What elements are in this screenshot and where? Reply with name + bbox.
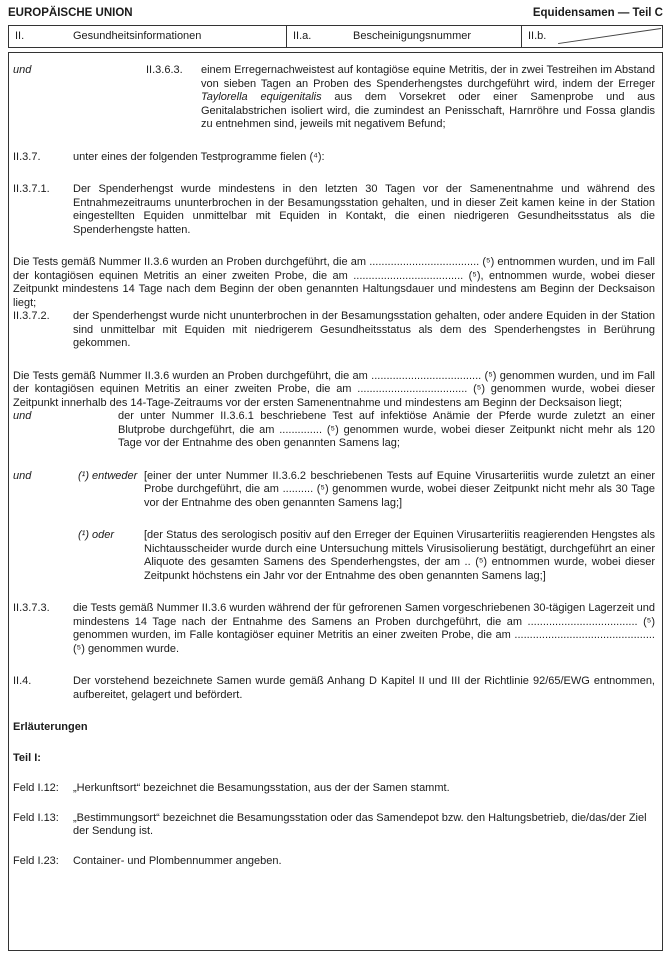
field-label: Feld I.23: [13,854,59,867]
note-field-I-23 [13,855,655,869]
clause-text: [der Status des serologisch positiv auf den Erreger der Equinen Virusarteriitis reagierenden Hengstes als Nichtausscheider wurde durch eine Untersuchung mittels Virusisolierung bestätigt, durchgeführt an einer Aliquote des gesamten Samens des Spenderhengstes, der am .. (⁵) entnommen wurde, wobei dieser Zeitpunkt höchstens ein Jahr vor der Entnahme des oben genannten Samens lag;] [144,529,655,582]
notes-heading: Erläuterungen [13,721,88,733]
text-part: aus dem Vorsekret oder einer Samenprobe und aus Genitalabstrichen isoliert wird, die zumindest an Penisschaft, Harnröhre und Fossa glandis zu entnehmen sind, jeweils mit negativem Befund; [201,91,655,130]
note-field-I-13 [13,812,655,839]
margin-label-und: und [13,64,32,76]
section-II-3-6-3 [13,64,655,132]
option-label-entweder: (¹) entweder [78,469,138,482]
clause-text: der unter Nummer II.3.6.1 beschriebene Test auf infektiöse Anämie der Pferde wurde zuletzt an einer Blutprobe durchgeführt, die am .............. (⁵) genommen wurde, wobei dieser Zeitpunkt nicht mehr als 120 Tage vor der Entnahme des oben genannten Samens lag; [118,410,655,449]
diagonal-strikethrough-line [556,27,661,45]
species-name-italic: Taylorella equigenitalis [201,91,322,103]
field-label: Feld I.12: [13,782,59,794]
section-II-3-7-1 [13,183,655,237]
clause-entweder [13,470,655,511]
header-cell-IIb [521,26,662,47]
section-II-4 [13,675,655,702]
section-II-3-7 [13,151,655,165]
page-header [0,0,671,20]
section-text: die Tests gemäß Nummer II.3.6 wurden während der für gefrorenen Samen vorgeschriebenen 30-tägigen Lagerzeit und mindestens 14 Tage nach der Entnahme des Samens an Proben durchgeführt, die am .................................... (⁵) genommen wurden, im Falle kontagiöser equiner Metritis an einer zweiten Probe, die am .............................................. (⁵) genommen wurde. [73,602,655,655]
section-number: II.3.7.1. [13,183,50,195]
field-text: „Herkunftsort“ bezeichnet die Besamungsstation, aus der der Samen stammt. [73,782,450,794]
header-right-title: Equidensamen — Teil C [532,7,663,19]
header-label-health-info: Gesundheitsinformationen [73,30,202,42]
section-text: Der Spenderhengst wurde mindestens in den letzten 30 Tagen vor der Samenentnahme und während des Entnahmezeitraums ununterbrochen in der Besamungsstation gehalten, und in dieser Zeit kamen keine in der Station eingestellten Equiden unmittelbar mit Equiden in Kontakt, die einen niedrigeren Gesundheitsstatus als die Spenderhengste hatten. [73,183,655,236]
continuation-paragraph: Die Tests gemäß Nummer II.3.6 wurden an Proben durchgeführt, die am .................................... (⁵) entnommen wurden, und im Fall der kontagiösen equinen Metritis an einer zweiten Probe, die am .................................... (⁵), entnommen wurde, wobei dieser Zeitpunkt mindestens 14 Tage nach dem Beginn der oben genannten Haltungsdauer und mindestens am Beginn der Decksaison liegt; [13,256,655,309]
section-text: Der vorstehend bezeichnete Samen wurde gemäß Anhang D Kapitel II und III der Richtlinie 92/65/EWG entnommen, aufbereitet, gelagert und befördert. [73,675,655,701]
section-II-3-7-2 [13,310,655,351]
margin-label-und: und [13,469,32,482]
field-label: Feld I.13: [13,811,59,824]
clause-oder [13,529,655,583]
certificate-body [8,52,663,951]
section-number: II.3.6.3. [146,64,183,76]
header-code-II: II. [15,30,25,42]
section-number: II.3.7.2. [13,310,50,322]
notes-part-heading: Teil I: [13,751,41,764]
section-text: der Spenderhengst wurde nicht ununterbrochen in der Besamungsstation gehalten, oder andere Equiden in der Station sind unmittelbar mit Equiden mit niedrigerem Gesundheitsstatus als dem des Spenderhengstes in Berührung gekommen. [73,310,655,349]
header-left-title: EUROPÄISCHE UNION [8,7,133,19]
note-field-I-12 [13,782,655,796]
clause-und-anemia-test [13,410,655,451]
section-II-3-7-3 [13,602,655,656]
text-part: einem Erregernachweistest auf kontagiöse equine Metritis, der in zwei Testreihen im Abstand von sieben Tagen an Proben des Spenderhengstes durchgeführt wird, indem der Erreger [201,64,655,90]
section-number: II.3.7. [13,150,41,163]
margin-label-und: und [13,410,32,422]
section-number: II.3.7.3. [13,602,50,614]
field-text: „Bestimmungsort“ bezeichnet die Besamungsstation oder das Samendepot bzw. den Haltungsbetrieb, die/das/der Ziel der Sendung ist. [73,811,647,837]
header-label-certificate-number: Bescheinigungsnummer [353,30,472,42]
certificate-header-table [8,25,663,48]
header-code-IIb: II.b. [528,30,547,42]
section-text: unter eines der folgenden Testprogramme fielen (⁴): [73,150,325,163]
option-label-oder: (¹) oder [78,529,115,541]
continuation-paragraph: Die Tests gemäß Nummer II.3.6 wurden an Proben durchgeführt, die am .................................... (⁵) genommen wurden, und im Fall der kontagiösen equinen Metritis an einer zweiten Probe, die am .................................... (⁵) genommen wurde, wobei dieser Zeitpunkt innerhalb des 14-Tage-Zeitraums vor der ersten Samenentnahme und mindestens am Beginn der Decksaison liegt; [13,369,655,409]
section-text [201,64,655,132]
margin-label-empty [13,529,78,583]
field-text: Container- und Plombennummer angeben. [73,854,282,867]
header-code-IIa: II.a. [293,30,312,42]
section-number: II.4. [13,675,32,687]
header-cell-health-info [9,26,286,47]
header-cell-certificate-number [286,26,521,47]
clause-text: [einer der unter Nummer II.3.6.2 beschriebenen Tests auf Equine Virusarteriitis wurde zuletzt an einer Probe durchgeführt, die am .......... (⁵) genommen wurde, wobei dieser Zeitpunkt nicht mehr als 30 Tage vor der Entnahme des oben genannten Samens lag;] [144,469,655,509]
